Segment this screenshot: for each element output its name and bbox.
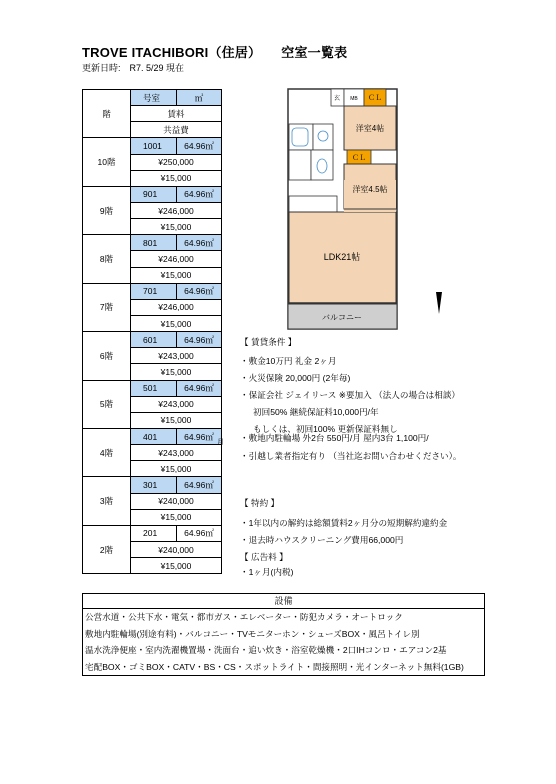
floor-cell: 10階 xyxy=(83,138,131,186)
room-number-cell: 801 xyxy=(131,235,177,251)
table-row xyxy=(83,525,222,541)
area-cell: 64.96㎡ xyxy=(177,428,222,444)
equipment-row: 敷地内駐輪場(別途有料)・バルコニー・TVモニターホン・シューズBOX・風呂トイレ別 xyxy=(85,628,420,639)
table-row xyxy=(83,235,222,251)
fee-cell: ¥15,000 xyxy=(131,364,222,380)
equipment-row: 公営水道・公共下水・電気・都市ガス・エレベーター・防犯カメラ・オートロック xyxy=(85,612,403,622)
plan-label-ldk: LDK21帖 xyxy=(323,252,361,262)
floor-cell: 2階 xyxy=(83,525,131,573)
rent-cell: ¥240,000 xyxy=(131,493,222,509)
room-number-cell: 301 xyxy=(131,477,177,493)
condition-line: ・1ヶ月(内税) xyxy=(240,567,294,577)
condition-line: 【 賃貸条件 】 xyxy=(240,337,297,347)
condition-line: もしくは、初回100% 更新保証料無し xyxy=(253,424,398,434)
header-fee: 共益費 xyxy=(131,122,222,138)
rent-cell: ¥246,000 xyxy=(131,251,222,267)
room-number-cell: 501 xyxy=(131,380,177,396)
header-floor: 階 xyxy=(83,90,131,138)
condition-line: 【 特約 】 xyxy=(240,498,280,508)
fee-cell: ¥15,000 xyxy=(131,170,222,186)
rent-cell: ¥243,000 xyxy=(131,445,222,461)
rent-cell: ¥246,000 xyxy=(131,202,222,218)
rent-cell: ¥250,000 xyxy=(131,154,222,170)
table-row xyxy=(83,332,222,348)
condition-line: ・敷地内駐輪場 外2台 550円/月 屋内3台 1,100円/ xyxy=(240,433,429,443)
table-row xyxy=(83,186,222,202)
room-number-cell: 201 xyxy=(131,525,177,541)
floor-cell: 7階 xyxy=(83,283,131,331)
header-area: ㎡ xyxy=(177,90,222,106)
table-row xyxy=(83,283,222,299)
fee-cell: ¥15,000 xyxy=(131,509,222,525)
rent-cell: ¥243,000 xyxy=(131,396,222,412)
floor-cell: 4階 xyxy=(83,428,131,476)
room-number-cell: 701 xyxy=(131,283,177,299)
condition-line: 【 広告料 】 xyxy=(240,552,288,562)
plan-label-room1: 洋室4帖 xyxy=(355,124,385,133)
north-arrow-icon xyxy=(435,292,443,314)
room-number-cell: 1001 xyxy=(131,138,177,154)
floor-plan xyxy=(287,88,398,330)
fee-cell: ¥15,000 xyxy=(131,412,222,428)
floor-cell: 9階 xyxy=(83,186,131,234)
room-number-cell: 901 xyxy=(131,186,177,202)
area-cell: 64.96㎡ xyxy=(177,525,222,541)
condition-line: ・保証会社 ジェイリース ※要加入 （法人の場合は相談） xyxy=(240,390,461,400)
vacancy-table xyxy=(82,89,222,574)
area-cell: 64.96㎡ xyxy=(177,477,222,493)
plan-label-mb: MB xyxy=(350,96,358,102)
condition-line: ・敷金10万円 礼金 2ヶ月 xyxy=(240,356,337,366)
condition-line: ・退去時ハウスクリーニング費用66,000円 xyxy=(240,535,404,545)
equipment-row: 宅配BOX・ゴミBOX・CATV・BS・CS・スポットライト・間接照明・光インターネット無料(1GB) xyxy=(85,661,464,672)
header-rent: 賃料 xyxy=(131,106,222,122)
floor-cell: 6階 xyxy=(83,332,131,380)
plan-label-cl1: ＣＬ xyxy=(368,95,382,102)
rent-cell: ¥240,000 xyxy=(131,541,222,557)
table-row xyxy=(83,138,222,154)
area-cell: 64.96㎡ xyxy=(177,235,222,251)
condition-line: 初回50% 継続保証料10,000円/年 xyxy=(253,407,379,417)
area-cell: 64.96㎡ xyxy=(177,283,222,299)
room-number-cell: 601 xyxy=(131,332,177,348)
floor-cell: 3階 xyxy=(83,477,131,525)
fee-cell: ¥15,000 xyxy=(131,219,222,235)
table-row xyxy=(83,428,222,444)
area-cell: 64.96㎡ xyxy=(177,186,222,202)
area-cell: 64.96㎡ xyxy=(177,138,222,154)
header-room: 号室 xyxy=(131,90,177,106)
plan-label-genkan: 玄 xyxy=(333,96,341,102)
table-row xyxy=(83,477,222,493)
update-date: 更新日時: R7. 5/29 現在 xyxy=(82,63,185,73)
area-cell: 64.96㎡ xyxy=(177,332,222,348)
room-number-cell: 401 xyxy=(131,428,177,444)
area-cell: 64.96㎡ xyxy=(177,380,222,396)
condition-line: ・1年以内の解約は総額賃料2ヶ月分の短期解約違約金 xyxy=(240,518,448,528)
fee-cell: ¥15,000 xyxy=(131,315,222,331)
property-name: TROVE ITACHIBORI（住居） xyxy=(82,45,262,60)
equipment-row: 温水洗浄便座・室内洗濯機置場・洗面台・追い炊き・浴室乾燥機・2口IHコンロ・エアコン2基 xyxy=(85,645,447,656)
condition-line: ・引越し業者指定有り （当社迄お問い合わせください）。 xyxy=(240,451,462,461)
fee-cell: ¥15,000 xyxy=(131,267,222,283)
fee-cell: ¥15,000 xyxy=(131,558,222,574)
plan-label-balcony: バルコニー xyxy=(322,313,362,322)
fee-cell: ¥15,000 xyxy=(131,461,222,477)
plan-label-cl2: ＣＬ xyxy=(352,155,366,162)
plan-label-room2: 洋室4.5帖 xyxy=(352,185,388,194)
rent-cell: ¥246,000 xyxy=(131,299,222,315)
rent-cell: ¥243,000 xyxy=(131,348,222,364)
condition-line: ・火災保険 20,000円 (2年毎) xyxy=(240,373,351,383)
margin-mark: 月 xyxy=(217,439,224,446)
page-title xyxy=(82,42,367,61)
table-row xyxy=(83,380,222,396)
equipment-heading: 設備 xyxy=(83,594,484,609)
equipment-table xyxy=(82,593,485,676)
floor-cell: 8階 xyxy=(83,235,131,283)
document-subtitle: 空室一覧表 xyxy=(281,45,348,60)
table-header-row xyxy=(83,90,222,106)
floor-cell: 5階 xyxy=(83,380,131,428)
